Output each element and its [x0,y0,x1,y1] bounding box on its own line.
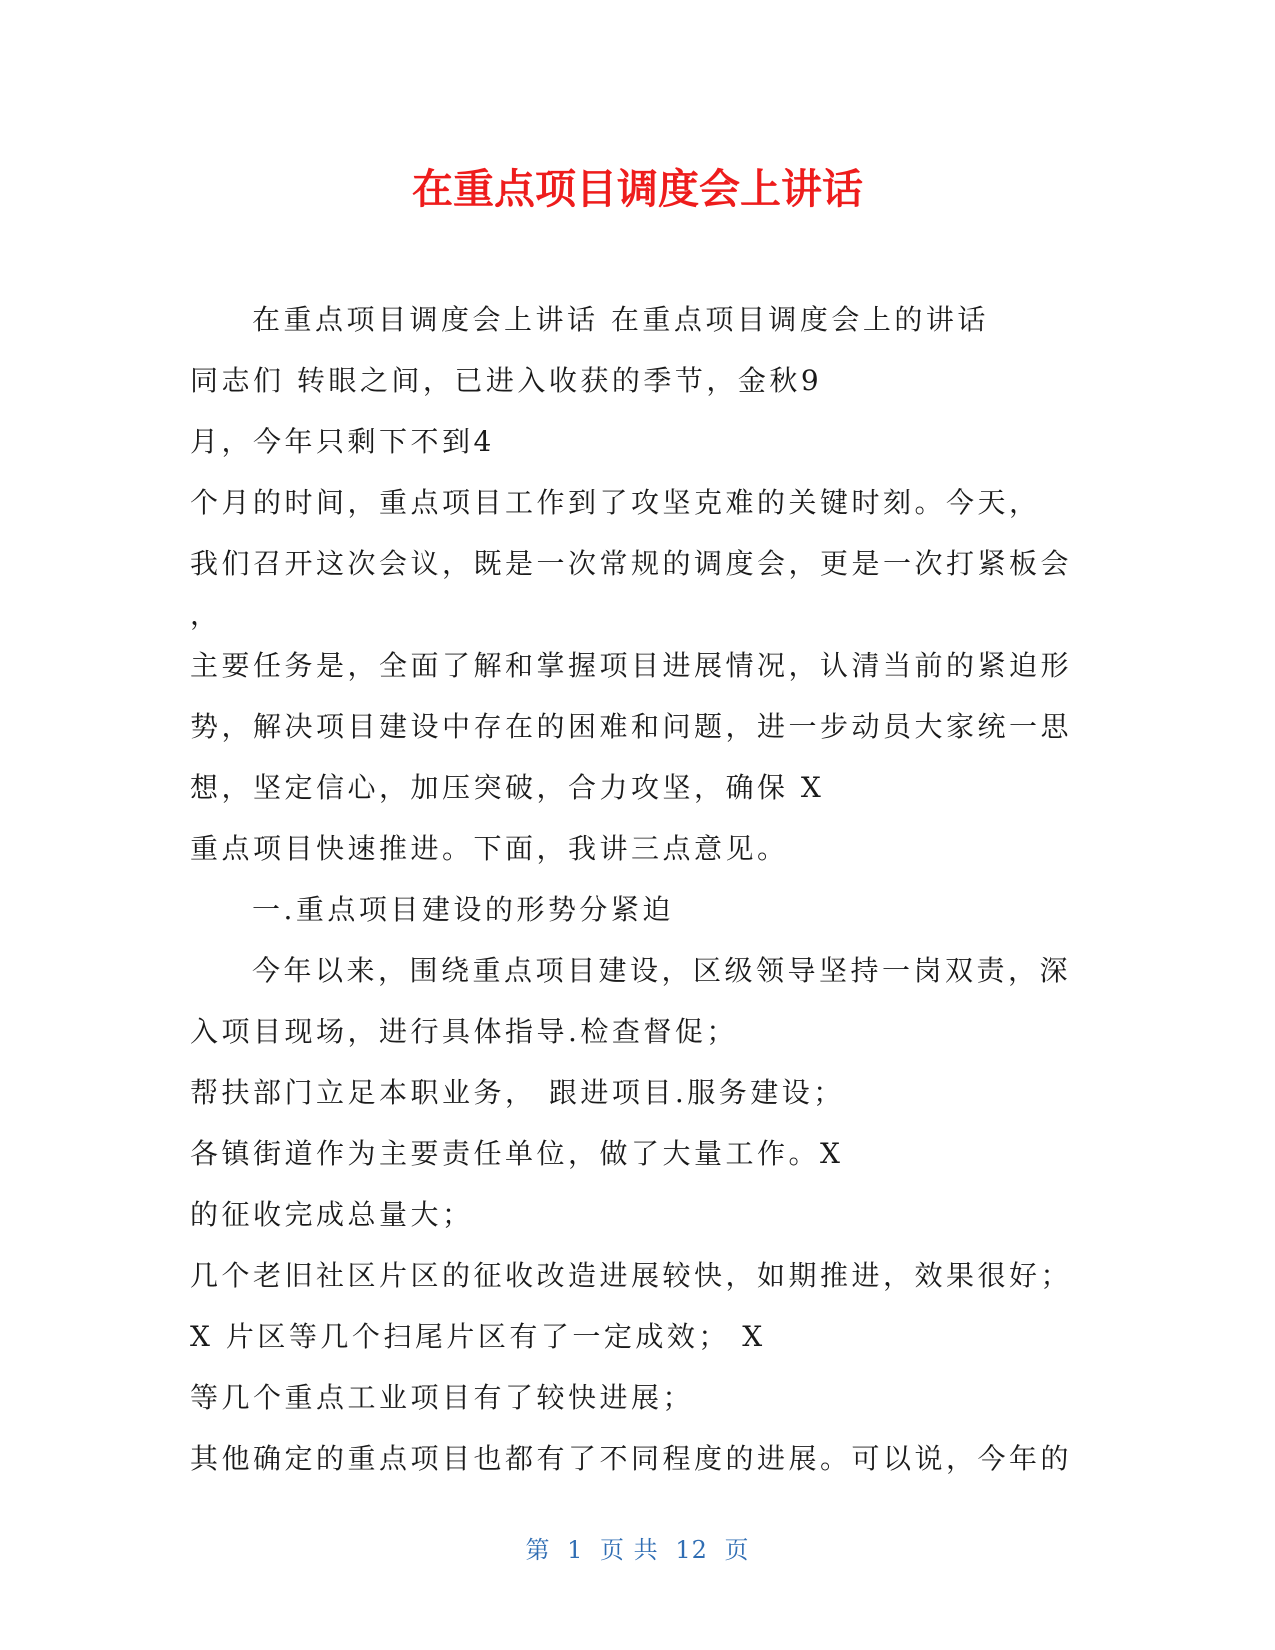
paragraph-line: 同志们 转眼之间，已进入收获的季节，金秋9 [190,364,823,397]
footer-page-number: 1 [567,1536,584,1564]
document-body [190,300,1073,1500]
paragraph-line: 今年以来，围绕重点项目建设，区级领导坚持一岗双责，深 [252,954,1072,987]
paragraph-line: 几个老旧社区片区的征收改造进展较快，如期推进，效果很好； [190,1259,1073,1292]
section-heading: 一.重点项目建设的形势分紧迫 [252,893,674,926]
footer-total-pages: 12 [675,1536,708,1564]
paragraph-line: 个月的时间，重点项目工作到了攻坚克难的关键时刻。今天， [190,486,1041,519]
footer-page-mid: 页 共 [600,1536,659,1564]
paragraph-line: 等几个重点工业项目有了较快进展； [190,1381,695,1414]
paragraph-line: 想，坚定信心，加压突破，合力攻坚，确保 X [190,771,825,804]
paragraph-line: 势，解决项目建设中存在的困难和问题，进一步动员大家统一思 [190,710,1073,743]
footer-page-suffix: 页 [724,1536,750,1564]
footer-page-prefix: 第 [525,1536,551,1564]
paragraph-line: 各镇街道作为主要责任单位，做了大量工作。X [190,1137,844,1170]
paragraph-line: 主要任务是，全面了解和掌握项目进展情况，认清当前的紧迫形 [190,649,1073,682]
paragraph-line: ， [190,598,222,631]
paragraph-line: 帮扶部门立足本职业务， 跟进项目.服务建设； [190,1076,845,1109]
paragraph-line: 的征收完成总量大； [190,1198,474,1231]
page-footer [0,1535,1275,1565]
paragraph-line: 重点项目快速推进。下面，我讲三点意见。 [190,832,789,865]
paragraph-line: 其他确定的重点项目也都有了不同程度的进展。可以说，今年的 [190,1442,1073,1475]
paragraph-line: 入项目现场，进行具体指导.检查督促； [190,1015,738,1048]
paragraph-line: 在重点项目调度会上讲话 在重点项目调度会上的讲话 [252,303,989,336]
paragraph-line: 月，今年只剩下不到4 [190,425,495,458]
paragraph-line: 我们召开这次会议，既是一次常规的调度会，更是一次打紧板会 [190,547,1073,580]
document-title: 在重点项目调度会上讲话 [412,165,863,213]
paragraph-line: X 片区等几个扫尾片区有了一定成效； X [190,1320,766,1353]
